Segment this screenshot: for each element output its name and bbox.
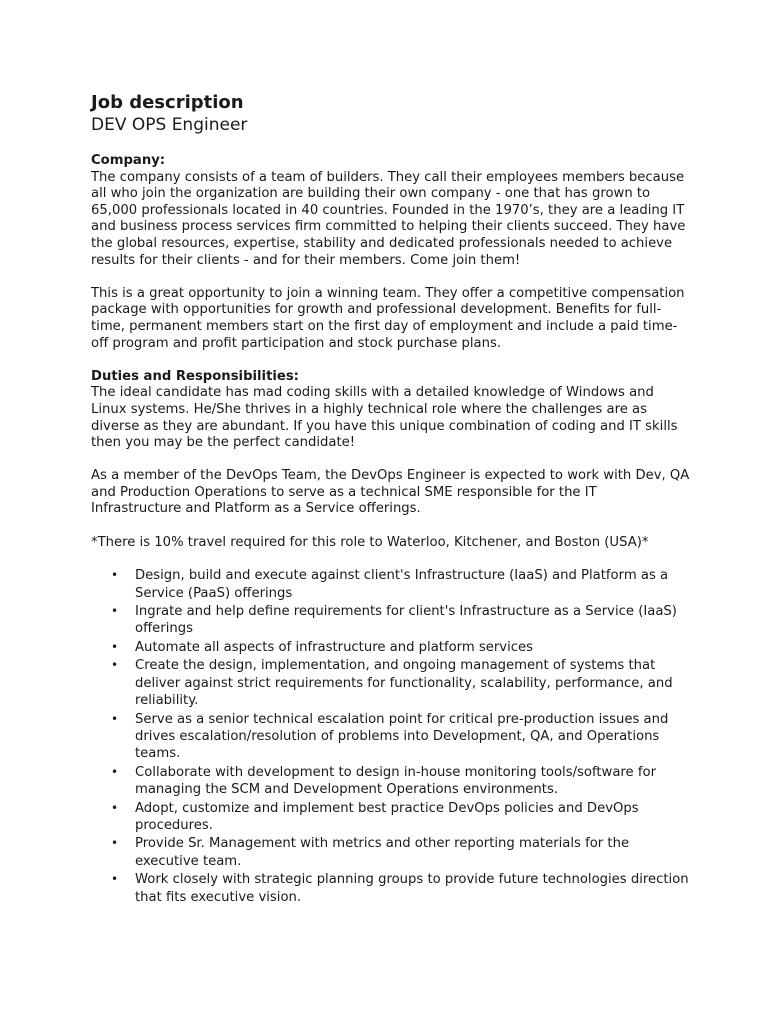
- travel-note: *There is 10% travel required for this role to Waterloo, Kitchener, and Boston (USA)*: [91, 534, 649, 550]
- list-item-text: Create the design, implementation, and ongoing management of systems that deliver against strict requirements for functionality, scalability, performance, and reliability.: [135, 658, 673, 709]
- list-item: [111, 639, 691, 656]
- bullet-icon: •: [111, 639, 119, 654]
- list-item-text: Work closely with strategic planning groups to provide future technologies direction that fits executive vision.: [135, 872, 689, 905]
- duties-paragraph: The ideal candidate has mad coding skills with a detailed knowledge of Windows and Linux systems. He/She thrives in a highly technical role where the challenges are as diverse as they are abundant. If you have this unique combination of coding and IT skills then you may be the perfect candidate!: [91, 385, 678, 451]
- document-page: [91, 92, 691, 907]
- list-item: [111, 871, 691, 906]
- bullet-icon: •: [111, 604, 119, 619]
- job-title: DEV OPS Engineer: [91, 115, 248, 135]
- list-item-text: Collaborate with development to design in-house monitoring tools/software for managing the SCM and Development Operations environments.: [135, 764, 656, 798]
- company-paragraph: The company consists of a team of builders. They call their employees members because all who join the organization are building their own company - one that has grown to 65,000 professionals located in 40 countries. Founded in the 1970’s, they are a leading IT and business process services firm committed to helping their clients succeed. They have the global resources, expertise, stability and dedicated professionals needed to achieve results for their clients - and for their members. Come join them!: [91, 169, 686, 268]
- duties-heading: Duties and Responsibilities:: [91, 368, 299, 384]
- list-item-text: Serve as a senior technical escalation point for critical pre-production issues and drives escalation/resolution of problems into Development, QA, and Operations teams.: [135, 711, 669, 762]
- company-heading: Company:: [91, 153, 166, 168]
- bullet-icon: •: [111, 711, 119, 726]
- company-paragraph: This is a great opportunity to join a winning team. They offer a competitive compensation package with opportunities for growth and professional development. Benefits for full-time, permanent members start on the first day of employment and include a paid time-off program and profit participation and stock purchase plans.: [91, 285, 685, 351]
- list-item: [111, 800, 691, 835]
- bullet-icon: •: [111, 872, 119, 887]
- list-item: [111, 711, 691, 763]
- duties-paragraph: As a member of the DevOps Team, the DevOps Engineer is expected to work with Dev, QA and Production Operations to serve as a technical SME responsible for the IT Infrastructure and Platform as a Service offerings.: [91, 468, 690, 517]
- list-item-text: Provide Sr. Management with metrics and other reporting materials for the executive team.: [135, 836, 630, 869]
- document-title: Job description: [91, 92, 244, 113]
- list-item: [111, 764, 691, 799]
- bullet-icon: •: [111, 800, 119, 815]
- list-item-text: Design, build and execute against client's Infrastructure (IaaS) and Platform as a Service (PaaS) offerings: [135, 568, 669, 601]
- bullet-icon: •: [111, 836, 119, 851]
- list-item: [111, 835, 691, 870]
- bullet-icon: •: [111, 568, 119, 583]
- responsibilities-list: [91, 567, 691, 906]
- list-item-text: Ingrate and help define requirements for client's Infrastructure as a Service (IaaS) offerings: [135, 604, 677, 637]
- list-item: [111, 657, 691, 709]
- bullet-icon: •: [111, 658, 119, 673]
- list-item-text: Adopt, customize and implement best practice DevOps policies and DevOps procedures.: [135, 800, 639, 833]
- list-item: [111, 603, 691, 638]
- list-item: [111, 567, 691, 602]
- bullet-icon: •: [111, 764, 119, 779]
- list-item-text: Automate all aspects of infrastructure and platform services: [135, 639, 533, 655]
